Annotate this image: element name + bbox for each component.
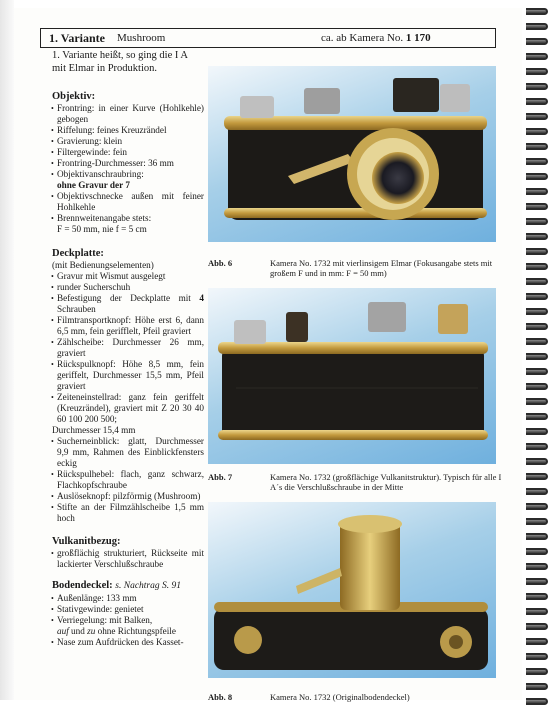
spiral-ring [526, 413, 548, 420]
spiral-ring [526, 338, 548, 345]
spiral-ring [526, 173, 548, 180]
focal-length-line: F = 50 mm, nie f = 5 cm [57, 224, 147, 234]
spiral-ring [526, 218, 548, 225]
spiral-ring [526, 443, 548, 450]
spiral-ring [526, 503, 548, 510]
objektiv-heading: Objektiv: [52, 91, 96, 102]
list-item: • Riffelung: feines Kreuzrändel [52, 125, 204, 136]
spiral-ring [526, 488, 548, 495]
spiral-ring [526, 53, 548, 60]
list-item: • Stativgewinde: genietet [52, 604, 204, 615]
spiral-ring [526, 203, 548, 210]
deckplatte-subtitle: (mit Bedienungselementen) [52, 260, 154, 270]
spiral-ring [526, 623, 548, 630]
spiral-ring [526, 83, 548, 90]
diameter-line: Durchmesser 15,4 mm [52, 425, 136, 435]
page-edge-shadow [0, 0, 14, 700]
section-header [40, 28, 496, 48]
nachtrag-note: s. Nachtrag S. 91 [115, 581, 182, 591]
list-item: • Rückspulknopf: Höhe 8,5 mm, fein geriffelt, Durchmesser 15,5 mm, Pfeil graviert [52, 359, 204, 392]
camera-bottom-illustration [208, 502, 496, 678]
list-item: • runder Sucherschuh [52, 282, 204, 293]
caption-text: Kamera No. 1732 (großflächige Vulkanitstruktur). Typisch für alle I A´s die Verschlußschraube in der Mitte [270, 472, 502, 492]
list-item: • Gravierung: klein [52, 136, 204, 147]
list-item: • Sucherneinblick: glatt, Durchmesser 9,9 mm, Rahmen des Einblickfensters eckig [52, 436, 204, 469]
spiral-ring [526, 98, 548, 105]
spiral-ring [526, 668, 548, 675]
list-item: • Nase zum Aufdrücken des Kasset- [52, 637, 204, 648]
spiral-ring [526, 653, 548, 660]
spiral-ring [526, 593, 548, 600]
list-item: • Auslöseknopf: pilzförmig (Mushroom) [52, 491, 204, 502]
spiral-ring [526, 323, 548, 330]
spiral-ring [526, 278, 548, 285]
list-item: • Filmtransportknopf: Höhe erst 6, dann 6,5 mm, fein gerifflelt, Pfeil graviert [52, 315, 204, 337]
spiral-ring [526, 638, 548, 645]
spiral-ring [526, 128, 548, 135]
list-item: • Außenlänge: 133 mm [52, 593, 204, 604]
list-item: • Gravur mit Wismut ausgelegt [52, 271, 204, 282]
list-item: • Stifte an der Filmzählscheibe 1,5 mm hoch [52, 502, 204, 524]
spiral-ring [526, 143, 548, 150]
list-item: • Frontring-Durchmesser: 36 mm [52, 158, 204, 169]
spiral-ring [526, 38, 548, 45]
caption-text: Kamera No. 1732 mit vierlinsigem Elmar (Fokusangabe stets mit großem F und in mm: F = 50 mm) [270, 258, 493, 278]
camera-front-photo [208, 66, 496, 242]
lock-direction-line: auf und zu ohne Richtungspfeile [57, 626, 176, 636]
camera-front-illustration [208, 66, 496, 242]
spiral-ring [526, 293, 548, 300]
caption-label: Abb. 8 [208, 692, 233, 702]
spiral-ring [526, 188, 548, 195]
list-item: • Frontring: in einer Kurve (Hohlkehle) gebogen [52, 103, 204, 125]
spiral-ring [526, 233, 548, 240]
vulkanit-heading: Vulkanitbezug: [52, 536, 121, 547]
list-item: • Verriegelung: mit Balken, [52, 615, 204, 626]
caption-label: Abb. 6 [208, 258, 233, 268]
camera-top-illustration [208, 288, 496, 464]
spiral-ring [526, 158, 548, 165]
spiral-ring [526, 68, 548, 75]
bodendeckel-heading: Bodendeckel: s. Nachtrag S. 91 [52, 580, 182, 591]
since-camera-number: ca. ab Kamera No. 1 170 [321, 32, 431, 44]
list-item: • großflächig strukturiert, Rückseite mit lackierter Verschlußschraube [52, 548, 204, 570]
list-item: • Rückspulhebel: flach, ganz schwarz, Flachkopfschraube [52, 469, 204, 491]
caption-abb-7 [208, 472, 508, 496]
text-column [52, 50, 204, 658]
spiral-ring [526, 308, 548, 315]
list-item-bold: ohne Gravur der 7 [57, 180, 130, 190]
spiral-ring [526, 383, 548, 390]
caption-abb-6 [208, 258, 508, 282]
spiral-ring [526, 23, 548, 30]
spiral-ring [526, 428, 548, 435]
spiral-ring [526, 8, 548, 15]
caption-label: Abb. 7 [208, 472, 233, 482]
spiral-ring [526, 578, 548, 585]
variant-title: 1. Variante [49, 30, 106, 45]
spiral-ring [526, 518, 548, 525]
spiral-binding [524, 0, 551, 700]
camera-bottom-photo [208, 502, 496, 678]
deckplatte-heading: Deckplatte: [52, 248, 104, 259]
list-item: • Befestigung der Deckplatte mit 4 Schrauben [52, 293, 204, 315]
spiral-ring [526, 398, 548, 405]
spiral-ring [526, 353, 548, 360]
objektiv-list [52, 103, 204, 235]
spiral-ring [526, 608, 548, 615]
spiral-ring [526, 248, 548, 255]
bodendeckel-list [52, 593, 204, 648]
spiral-ring [526, 473, 548, 480]
variant-name: Mushroom [117, 32, 166, 44]
list-item: • Objektivschnecke außen mit feiner Hohlkehle [52, 191, 204, 213]
list-item: • Brennweitenangabe stets: [52, 213, 204, 224]
spiral-ring [526, 548, 548, 555]
spiral-ring [526, 263, 548, 270]
caption-text: Kamera No. 1732 (Originalbodendeckel) [270, 692, 410, 702]
camera-top-photo [208, 288, 496, 464]
list-item: • Zeiteneinstellrad: ganz fein geriffelt (Kreuzrändel), graviert mit Z 20 30 40 60 100 200 500; [52, 392, 204, 425]
spiral-ring [526, 533, 548, 540]
list-item: • Objektivanschraubring: [52, 169, 204, 180]
spiral-ring [526, 458, 548, 465]
list-item: • Filtergewinde: fein [52, 147, 204, 158]
list-item: • Zählscheibe: Durchmesser 26 mm, graviert [52, 337, 204, 359]
intro-paragraph: 1. Variante heißt, so ging die I A mit Elmar in Produktion. [52, 50, 188, 74]
deckplatte-list [52, 271, 204, 524]
spiral-ring [526, 368, 548, 375]
spiral-ring [526, 563, 548, 570]
caption-abb-8 [208, 692, 508, 704]
vulkanit-list [52, 548, 204, 570]
spiral-ring [526, 113, 548, 120]
spiral-ring [526, 683, 548, 690]
spiral-ring [526, 698, 548, 705]
